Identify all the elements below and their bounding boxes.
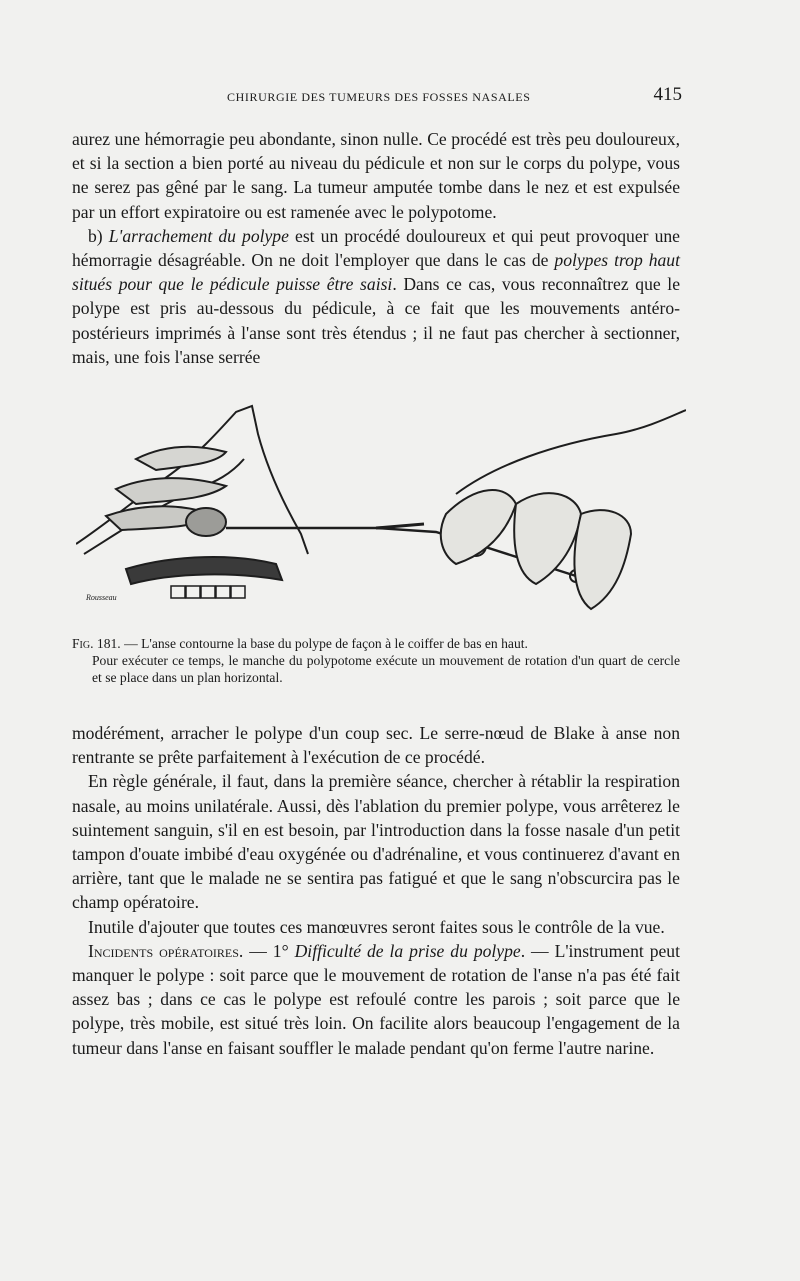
polypotome-rod bbox=[376, 524, 424, 528]
nasal-polyp-engraving bbox=[76, 404, 686, 616]
teeth bbox=[171, 586, 245, 598]
arrachement-italic-phrase: polypes trop haut situés pour que le pédicule puisse être saisi bbox=[72, 250, 680, 295]
turbinate-upper bbox=[136, 447, 226, 470]
incidents-dash: — 1° bbox=[243, 940, 295, 961]
incidents-italic: Difficulté de la prise du polype bbox=[294, 940, 521, 961]
page-number: 415 bbox=[653, 84, 682, 105]
paragraph-inutile: Inutile d'ajouter que toutes ces manœuvres seront faites sous le contrôle de la vue. bbox=[88, 916, 665, 937]
paragraph-regle-generale: En règle générale, il faut, dans la première séance, chercher à rétablir la respiration nasale, au moins unilatérale. Aussi, dès l'ablation du premier polype, vous arrêterez le suintement sanguin, s'il en est besoin, par l'introduction dans la fosse nasale d'un petit tampon d'ouate imbibé d'eau oxygénée ou d'adrénaline, et vous continuerez d'avant en arrière, tant que le malade ne se sentira pas fatigué et que le sang n'obscurcira pas le champ opératoire. bbox=[72, 771, 680, 913]
paragraph-continuation: aurez une hémorragie peu abondante, sinon nulle. Ce procédé est très peu douloureux, et si la section a bien porté au niveau du pédicule et non sur le corps du polype, vous ne serez pas gêné par le sang. La tumeur amputée tombe dans le nez et est expulsée par un effort expiratoire ou est ramenée avec le polypotome. bbox=[72, 129, 680, 222]
running-head bbox=[72, 84, 682, 114]
figure-181-illustration bbox=[76, 404, 686, 616]
figure-label: Fig. 181. bbox=[72, 636, 121, 651]
arrachement-part2: . Dans ce cas, vous reconnaîtrez que le polype est pris au-dessous du pédicule, à ce fait que les mouvements antéro-postérieurs imprimés à l'anse sont très étendus ; il ne faut pas chercher à sectionner, mais, une fois l'anse serrée bbox=[72, 274, 680, 367]
caption-first-line bbox=[72, 635, 680, 652]
caption-text-first: — L'anse contourne la base du polype de façon à le coiffer de bas en haut. bbox=[120, 636, 528, 651]
caption-rest: Pour exécuter ce temps, le manche du polypotome exécute un mouvement de rotation d'un quart de cercle et se place dans un plan horizontal. bbox=[92, 653, 680, 685]
polyp bbox=[186, 508, 226, 536]
arrachement-title: L'arrachement du polype bbox=[108, 225, 289, 246]
incidents-label: Incidents opératoires. bbox=[88, 940, 244, 961]
paragraph-arrachement bbox=[72, 224, 680, 369]
b-prefix: b) bbox=[88, 225, 109, 246]
paragraph-incidents bbox=[72, 939, 680, 1060]
figure-caption bbox=[72, 635, 680, 686]
turbinate-middle bbox=[116, 478, 226, 504]
top-text-block bbox=[72, 127, 680, 369]
hand-outline bbox=[456, 410, 686, 494]
engraver-signature: Rousseau bbox=[86, 593, 117, 602]
arrachement-part1: est un procédé douloureux et qui peut provoquer une hémorragie désagréable. On ne doit l'employer que dans le cas de bbox=[72, 225, 680, 271]
finger-2 bbox=[514, 493, 581, 584]
incidents-text: . — L'instrument peut manquer le polype : soit parce que le mouvement de rotation de l'anse n'a pas été fait assez bas ; dans ce cas le polype est refoulé contre les parois ; soit parce que le polype, très mobile, est situé très loin. On facilite alors beaucoup l'engagement de la tumeur dans l'anse en faisant souffler le malade pendant qu'on ferme l'autre narine. bbox=[72, 940, 680, 1058]
running-title: CHIRURGIE DES TUMEURS DES FOSSES NASALES bbox=[227, 90, 531, 104]
paragraph-moderement: modérément, arracher le polype d'un coup sec. Le serre-nœud de Blake à anse non rentrante se prête parfaitement à l'exécution de ce procédé. bbox=[72, 723, 680, 768]
finger-3 bbox=[574, 510, 631, 609]
bottom-text-block bbox=[72, 721, 680, 1060]
palate bbox=[126, 557, 282, 584]
